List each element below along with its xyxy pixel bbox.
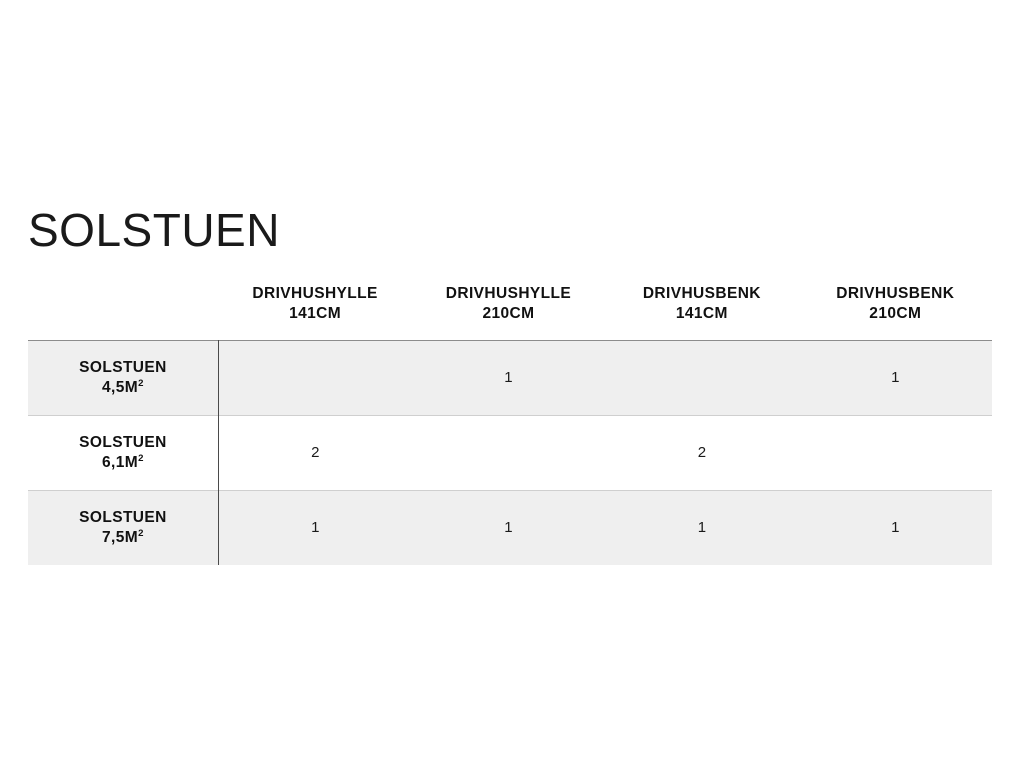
matrix [28, 280, 992, 565]
cell-r1c3 [605, 340, 798, 415]
cell-r2c4 [799, 415, 992, 490]
column-header-3 [605, 280, 798, 340]
cell-r1c2: 1 [412, 340, 605, 415]
column-header-3-line1: DRIVHUSBENK [642, 285, 761, 302]
cell-r2c2 [412, 415, 605, 490]
cell-r3c2: 1 [412, 490, 605, 565]
column-header-4-line2: 210CM [869, 304, 922, 322]
row-header-1-line1: SOLSTUEN [79, 358, 167, 376]
cell-r3c1: 1 [218, 490, 411, 565]
row-header-1-superscript: 2 [138, 377, 144, 389]
cell-r1c4: 1 [799, 340, 992, 415]
row-header-2 [28, 415, 218, 490]
cell-r3c3: 1 [605, 490, 798, 565]
row-header-3-line2 [28, 528, 218, 548]
column-header-2-line2: 210CM [482, 304, 535, 322]
cell-r3c4: 1 [799, 490, 992, 565]
table-row [28, 490, 992, 565]
row-header-3 [28, 490, 218, 565]
table-body [28, 340, 992, 565]
cell-r2c1: 2 [311, 444, 320, 462]
table-header [28, 280, 992, 340]
table-row [28, 340, 992, 415]
cell-r2c3: 2 [697, 444, 707, 462]
table-row [28, 415, 992, 490]
row-header-2-line2 [28, 453, 218, 473]
column-header-2-line1: DRIVHUSHYLLE [445, 285, 572, 302]
column-header-4-line1: DRIVHUSBENK [836, 285, 955, 302]
row-header-1-line2 [28, 378, 218, 398]
column-header-1-line1: DRIVHUSHYLLE [252, 285, 378, 302]
cell-r1c1 [218, 340, 411, 415]
column-header-4 [799, 280, 992, 340]
row-header-1 [28, 340, 218, 415]
column-header-2 [412, 280, 605, 340]
header-row [28, 280, 992, 340]
row-header-3-line1: SOLSTUEN [79, 508, 167, 526]
row-header-2-superscript: 2 [138, 452, 144, 464]
row-header-2-area: 6,1M [102, 453, 139, 471]
row-header-2-line1: SOLSTUEN [79, 433, 167, 451]
column-header-3-line2: 141CM [675, 304, 728, 322]
row-header-1-area: 4,5M [102, 378, 139, 396]
column-header-1-line2: 141CM [289, 304, 342, 322]
row-header-3-superscript: 2 [138, 527, 144, 539]
header-corner-cell [28, 280, 218, 340]
column-header-1 [218, 280, 411, 340]
product-matrix-table [28, 280, 992, 565]
row-header-3-area: 7,5M [102, 528, 139, 546]
page-title: SOLSTUEN [28, 204, 280, 256]
